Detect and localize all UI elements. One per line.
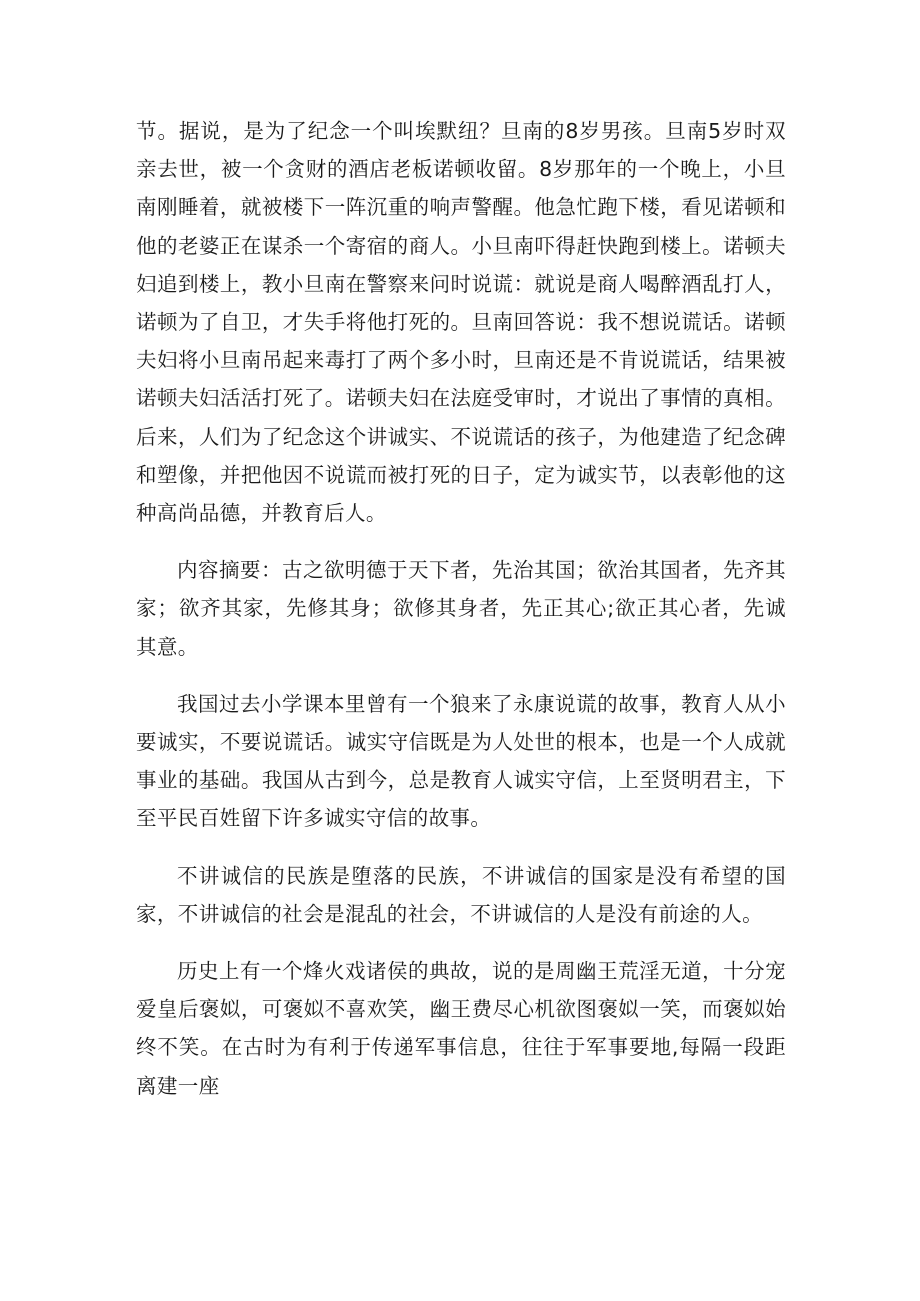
paragraph-5: 历史上有一个烽火戏诸侯的典故，说的是周幽王荒淫无道，十分宠爱皇后褒姒，可褒姒不喜欢笑，幽王费尽心机欲图褒姒一笑，而褒姒始终不笑。在古时为有利于传递军事信息，往往于军事要地,每隔一段距离建一座	[136, 959, 786, 1098]
document-body	[136, 112, 786, 1124]
paragraph-2: 内容摘要：古之欲明德于天下者，先治其国；欲治其国者，先齐其家；欲齐其家，先修其身；欲修其身者，先正其心;欲正其心者，先诚其意。	[136, 558, 786, 659]
paragraph-3: 我国过去小学课本里曾有一个狼来了永康说谎的故事，教育人从小要诚实，不要说谎话。诚实守信既是为人处世的根本，也是一个人成就事业的基础。我国从古到今，总是教育人诚实守信，上至贤明君主，下至平民百姓留下许多诚实守信的故事。	[136, 691, 786, 831]
paragraph-4: 不讲诚信的民族是堕落的民族，不讲诚信的国家是没有希望的国家，不讲诚信的社会是混乱的社会，不讲诚信的人是没有前途的人。	[136, 863, 786, 926]
paragraph-1: 节。据说，是为了纪念一个叫埃默纽？旦南的8岁男孩。旦南5岁时双亲去世，被一个贪财的酒店老板诺顿收留。8岁那年的一个晚上，小旦南刚睡着，就被楼下一阵沉重的响声警醒。他急忙跑下楼，看见诺顿和他的老婆正在谋杀一个寄宿的商人。小旦南吓得赶快跑到楼上。诺顿夫妇追到楼上，教小旦南在警察来问时说谎：就说是商人喝醉酒乱打人，诺顿为了自卫，才失手将他打死的。旦南回答说：我不想说谎话。诺顿夫妇将小旦南吊起来毒打了两个多小时，旦南还是不肯说谎话，结果被诺顿夫妇活活打死了。诺顿夫妇在法庭受审时，才说出了事情的真相。后来，人们为了纪念这个讲诚实、不说谎话的孩子，为他建造了纪念碑和塑像，并把他因不说谎而被打死的日子，定为诚实节，以表彰他的这种高尚品德，并教育后人。	[136, 119, 786, 526]
